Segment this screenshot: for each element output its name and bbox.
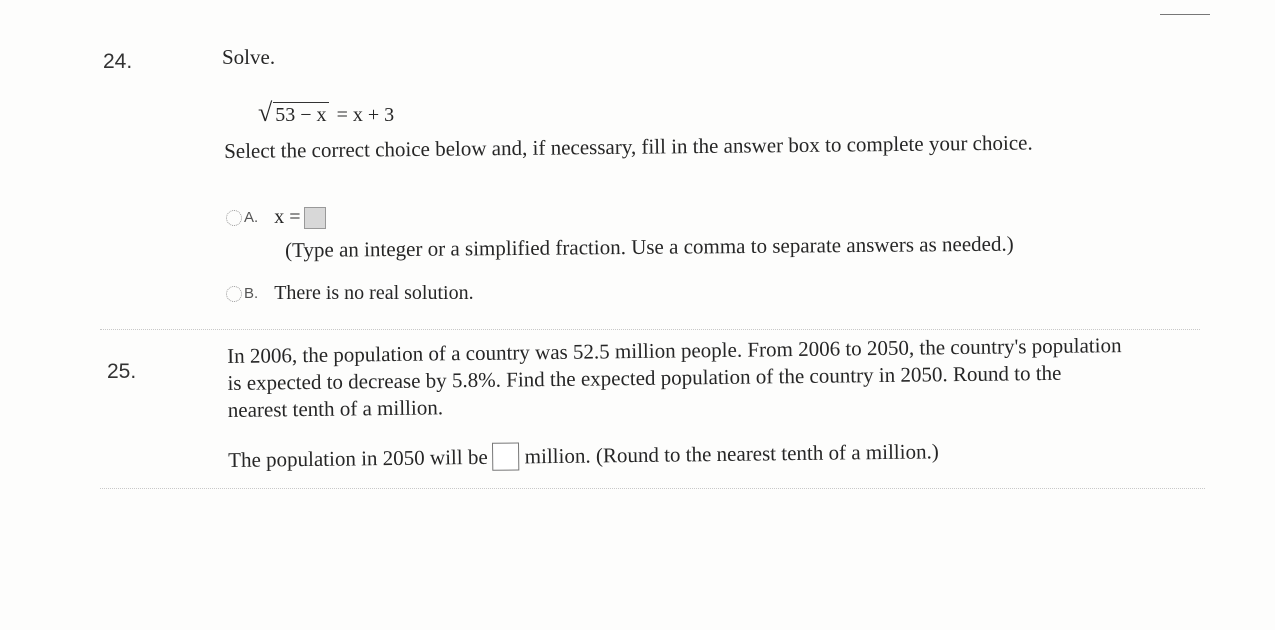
choice-a-radio[interactable] [226, 210, 242, 226]
question-divider [100, 488, 1205, 489]
choice-a-label: x = [274, 206, 301, 228]
equation-rhs: = x + 3 [336, 104, 395, 126]
radicand: 53 − x [275, 104, 327, 126]
question-24-equation [258, 100, 394, 126]
question-divider [100, 329, 1200, 330]
choice-b[interactable] [226, 282, 478, 305]
question-24-instruction: Solve. [222, 45, 276, 69]
radical-sign: √ [258, 98, 273, 127]
question-25-number: 25. [107, 360, 137, 383]
choice-b-letter: B. [244, 285, 259, 302]
question-25-line: In 2006, the population of a country was 52.5 million people. From 2006 to 2050, the country's population [227, 333, 1122, 368]
question-25-line: is expected to decrease by 5.8%. Find the expected population of the country in 2050. Round to the [227, 360, 1062, 395]
choice-a[interactable] [226, 206, 326, 229]
question-25-line: nearest tenth of a million. [227, 395, 444, 422]
choice-a-hint: (Type an integer or a simplified fraction. Use a comma to separate answers as needed.) [285, 231, 1014, 262]
question-25-text [227, 331, 1208, 424]
question-24-prompt: Select the correct choice below and, if necessary, fill in the answer box to complete your choice. [224, 130, 1033, 163]
question-24-number: 24. [103, 50, 133, 73]
question-25-answer-line [228, 437, 939, 474]
choice-b-radio[interactable] [226, 286, 242, 302]
choice-b-label: There is no real solution. [274, 282, 474, 304]
choice-a-answer-box[interactable] [304, 207, 326, 229]
population-answer-box[interactable] [492, 442, 519, 470]
page-edge-rule [1160, 14, 1210, 15]
answer-prefix: The population in 2050 will be [228, 444, 488, 472]
choice-a-letter: A. [244, 209, 259, 226]
answer-suffix: million. (Round to the nearest tenth of a million.) [524, 438, 939, 468]
